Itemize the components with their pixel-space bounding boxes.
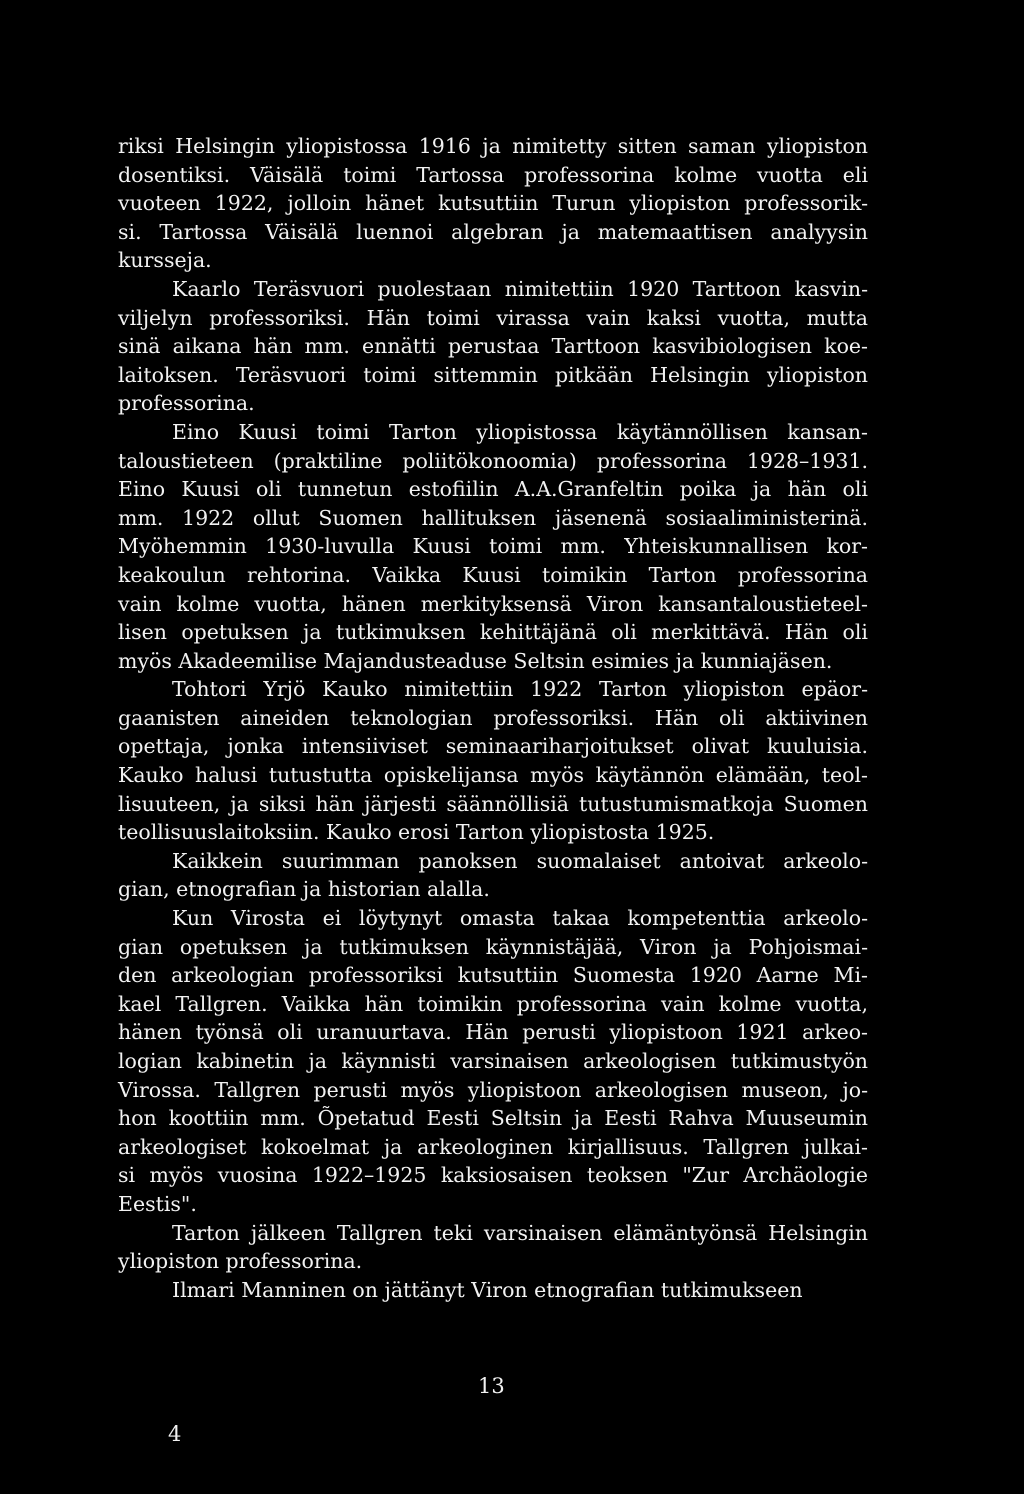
corner-mark: 4 xyxy=(168,1422,182,1446)
text-line: opettaja, jonka intensiiviset seminaariharjoitukset olivat kuuluisia. xyxy=(118,734,868,759)
paragraph xyxy=(118,275,868,418)
text-line: gaanisten aineiden teknologian professoriksi. Hän oli aktiivinen xyxy=(118,705,868,730)
text-line: hon koottiin mm. Õpetatud Eesti Seltsin ja Eesti Rahva Muuseumin xyxy=(118,1106,868,1131)
text-line: Kaarlo Teräsvuori puolestaan nimitettiin 1920 Tarttoon kasvin- xyxy=(172,276,868,301)
text-line: kael Tallgren. Vaikka hän toimikin professorina vain kolme vuotta, xyxy=(118,991,868,1016)
paragraph xyxy=(118,132,868,275)
text-line: professorina. xyxy=(118,391,255,416)
text-line: sinä aikana hän mm. ennätti perustaa Tarttoon kasvibiologisen koe- xyxy=(118,334,868,359)
text-line: gian, etnografian ja historian alalla. xyxy=(118,877,490,902)
paragraph xyxy=(118,1276,868,1305)
text-line: kursseja. xyxy=(118,248,212,273)
text-line: keakoulun rehtorina. Vaikka Kuusi toimikin Tarton professorina xyxy=(118,562,868,587)
page-number: 13 xyxy=(478,1374,505,1398)
text-line: Kaikkein suurimman panoksen suomalaiset antoivat arkeolo- xyxy=(172,848,868,873)
text-line: Myöhemmin 1930-luvulla Kuusi toimi mm. Yhteiskunnallisen kor- xyxy=(118,534,868,559)
paragraph xyxy=(118,675,868,847)
text-line: teollisuuslaitoksiin. Kauko erosi Tarton yliopistosta 1925. xyxy=(118,820,715,845)
text-line: viljelyn professoriksi. Hän toimi virassa vain kaksi vuotta, mutta xyxy=(118,305,868,330)
text-line: myös Akadeemilise Majandusteaduse Seltsin esimies ja kunniajäsen. xyxy=(118,648,833,673)
paragraph xyxy=(118,904,868,1219)
text-line: dosentiksi. Väisälä toimi Tartossa professorina kolme vuotta eli xyxy=(118,162,868,187)
text-line: riksi Helsingin yliopistossa 1916 ja nimitetty sitten saman yliopiston xyxy=(118,134,868,158)
text-line: Eestis". xyxy=(118,1191,197,1216)
text-line: laitoksen. Teräsvuori toimi sittemmin pitkään Helsingin yliopiston xyxy=(118,362,868,387)
text-line: lisen opetuksen ja tutkimuksen kehittäjänä oli merkittävä. Hän oli xyxy=(118,620,868,645)
text-line: Eino Kuusi oli tunnetun estofiilin A.A.Granfeltin poika ja hän oli xyxy=(118,477,868,502)
text-line: hänen työnsä oli uranuurtava. Hän perusti yliopistoon 1921 arkeo- xyxy=(118,1020,868,1045)
text-line: taloustieteen (praktiline poliitökonoomia) professorina 1928–1931. xyxy=(118,448,868,473)
text-line: lisuuteen, ja siksi hän järjesti säännöllisiä tutustumismatkoja Suomen xyxy=(118,791,868,816)
text-line: arkeologiset kokoelmat ja arkeologinen kirjallisuus. Tallgren julkai- xyxy=(118,1134,868,1159)
text-line: gian opetuksen ja tutkimuksen käynnistäjää, Viron ja Pohjoismai- xyxy=(118,934,868,959)
text-line: Ilmari Manninen on jättänyt Viron etnografian tutkimukseen xyxy=(172,1277,803,1302)
text-line: logian kabinetin ja käynnisti varsinaisen arkeologisen tutkimustyön xyxy=(118,1049,868,1073)
text-line: Kun Virosta ei löytynyt omasta takaa kompetenttia arkeolo- xyxy=(172,906,868,931)
page-text xyxy=(118,132,868,1304)
text-line: si. Tartossa Väisälä luennoi algebran ja matemaattisen analyysin xyxy=(118,219,868,244)
text-line: yliopiston professorina. xyxy=(118,1249,363,1274)
text-line: vain kolme vuotta, hänen merkityksensä Viron kansantaloustieteel- xyxy=(118,591,868,616)
paragraph xyxy=(118,418,868,675)
text-line: Eino Kuusi toimi Tarton yliopistossa käytännöllisen kansan- xyxy=(172,419,868,444)
text-line: Virossa. Tallgren perusti myös yliopistoon arkeologisen museon, jo- xyxy=(118,1077,868,1102)
text-line: Tarton jälkeen Tallgren teki varsinaisen elämäntyönsä Helsingin xyxy=(172,1220,868,1245)
text-line: mm. 1922 ollut Suomen hallituksen jäsenenä sosiaaliministerinä. xyxy=(118,505,868,530)
paragraph xyxy=(118,1219,868,1276)
text-line: Tohtori Yrjö Kauko nimitettiin 1922 Tarton yliopiston epäor- xyxy=(172,677,868,702)
paragraph xyxy=(118,847,868,904)
text-line: si myös vuosina 1922–1925 kaksiosaisen teoksen "Zur Archäologie xyxy=(118,1163,868,1188)
text-line: vuoteen 1922, jolloin hänet kutsuttiin Turun yliopiston professorik- xyxy=(118,191,868,216)
text-line: den arkeologian professoriksi kutsuttiin Suomesta 1920 Aarne Mi- xyxy=(118,963,868,988)
text-line: Kauko halusi tutustutta opiskelijansa myös käytännön elämään, teol- xyxy=(118,763,868,788)
